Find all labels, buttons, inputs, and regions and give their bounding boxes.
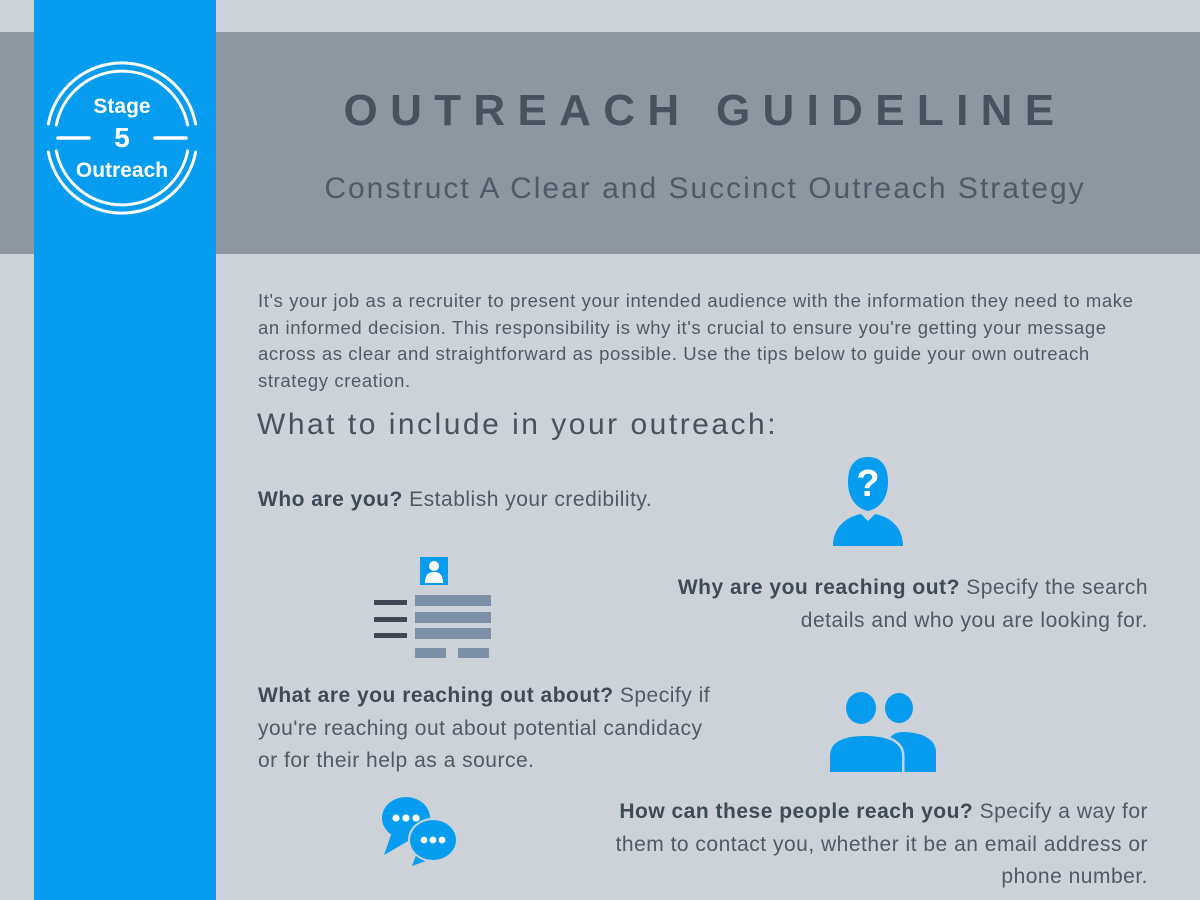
stage-badge: [42, 58, 202, 218]
badge-stage-label: Stage: [93, 95, 151, 118]
tip-body: Specify if you're reaching out about potential candidacy or for their help as a source.: [258, 684, 711, 772]
people-icon: [827, 692, 940, 772]
tip-body: Specify a way for them to contact you, whether it be an email address or phone number.: [615, 800, 1148, 888]
page-title: OUTREACH GUIDELINE: [343, 86, 1067, 135]
tip-body: Establish your credibility.: [402, 488, 653, 511]
intro-paragraph: It's your job as a recruiter to present your intended audience with the information they need to make an informed decision. This responsibility is why it's crucial to ensure you're getting your message across as clear and straightforward as possible. Use the tips below to guide your own outreach strategy creation.: [258, 290, 1134, 391]
resume-text-line: [415, 648, 446, 658]
resume-icon: [370, 555, 495, 660]
resume-photo-icon: [420, 557, 448, 585]
resume-dash: [374, 633, 407, 638]
tip-lead: Why are you reaching out?: [677, 576, 960, 599]
tip-body: Specify the search details and who you are looking for.: [800, 576, 1148, 632]
resume-text-line: [415, 628, 491, 639]
tip-what-about: [258, 680, 728, 778]
question-mark-glyph: ?: [856, 463, 880, 505]
badge-stage-name: Outreach: [75, 159, 169, 182]
tip-lead: What are you reaching out about?: [258, 684, 614, 707]
resume-dash: [374, 617, 407, 622]
person-question-icon: [829, 454, 907, 546]
section-heading: What to include in your outreach:: [257, 408, 779, 441]
tip-how-reach-you: [608, 796, 1148, 894]
stage-badge-circle-icon: [42, 58, 202, 218]
tip-why-reaching-out: [608, 572, 1148, 637]
resume-text-line: [415, 595, 491, 606]
tip-lead: How can these people reach you?: [619, 800, 974, 823]
resume-text-line: [415, 612, 491, 623]
resume-dash: [374, 600, 407, 605]
resume-text-line: [458, 648, 489, 658]
chat-bubbles-icon: [378, 792, 466, 868]
tip-lead: Who are you?: [258, 488, 403, 511]
badge-stage-number: 5: [114, 122, 130, 153]
tip-who-are-you: [258, 484, 818, 517]
page-subtitle: Construct A Clear and Succinct Outreach Strategy: [324, 172, 1086, 205]
